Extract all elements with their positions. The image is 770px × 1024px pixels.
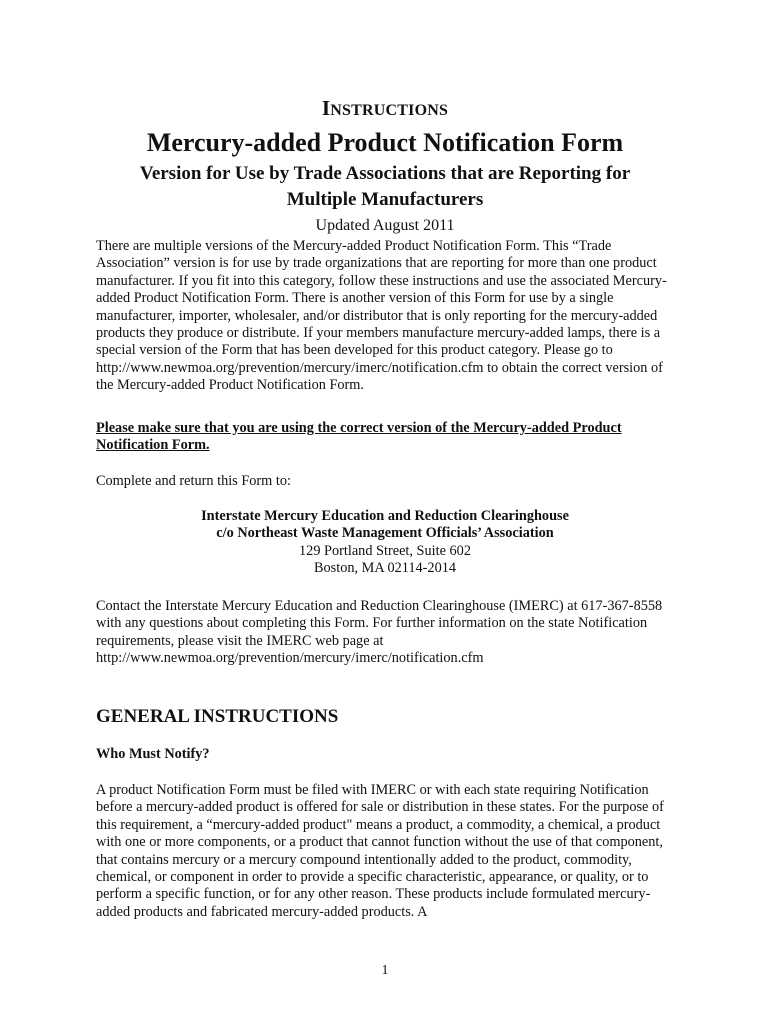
mailing-address: [0, 508, 770, 578]
address-care-of: c/o Northeast Waste Management Officials’ Association: [216, 525, 554, 542]
address-city: Boston, MA 02114-2014: [313, 560, 457, 577]
document-header: [0, 94, 770, 237]
general-instructions-heading: GENERAL INSTRUCTIONS: [96, 706, 339, 727]
form-subtitle: Version for Use by Trade Associations that are Reporting for Multiple Manufacturers: [139, 163, 631, 210]
address-street: 129 Portland Street, Suite 602: [299, 542, 471, 559]
address-organization: Interstate Mercury Education and Reduction Clearinghouse: [201, 508, 569, 524]
contact-paragraph: Contact the Interstate Mercury Education and Reduction Clearinghouse (IMERC) at 617-367-8558 with any questions about completing this Form. For further information on the state Notification requirements, please visit the IMERC web page at http://www.newmoa.org/prevention/mercury/imerc/notification.cfm: [96, 598, 663, 667]
intro-paragraph: There are multiple versions of the Mercury-added Product Notification Form. This “Trade Association” version is for use by trade organizations that are reporting for more than one product manufacturer. If you fit into this category, follow these instructions and use the associated Mercury-added Product Notification Form. There is another version of this Form for use by a single manufacturer, importer, wholesaler, and/or distributor that is only reporting for the mercury-added products they produce or distribute. If your members manufacture mercury-added lamps, there is a special version of the Form that has been developed for this product category. Please go to http://www.newmoa.org/prevention/mercury/imerc/notification.cfm to obtain the correct version of the Mercury-added Product Notification Form.: [96, 238, 667, 394]
who-must-notify-paragraph: A product Notification Form must be filed with IMERC or with each state requiring Notification before a mercury-added product is offered for sale or distribution in these states. For the purpose of this requirement, a “mercury-added product" means a product, a commodity, a chemical, a product with one or more components, or a product that cannot function without the use of that component, that contains mercury or a mercury compound intentionally added to the product, commodity, chemical, or component in order to provide a specific characteristic, appearance, or quality, or to perform a specific function, or for any other reason. These products include formulated mercury-added products and fabricated mercury-added products. A: [96, 782, 664, 920]
instructions-initial: I: [321, 96, 331, 120]
page-number: 1: [381, 963, 389, 978]
form-title: Mercury-added Product Notification Form: [146, 128, 624, 157]
instructions-rest: NSTRUCTIONS: [330, 102, 449, 119]
version-notice: Please make sure that you are using the correct version of the Mercury-added Product Notification Form.: [96, 420, 622, 454]
instructions-label: [0, 94, 770, 125]
updated-date: Updated August 2011: [315, 217, 455, 234]
return-instruction: Complete and return this Form to:: [96, 473, 291, 489]
who-must-notify-heading: Who Must Notify?: [96, 746, 210, 762]
